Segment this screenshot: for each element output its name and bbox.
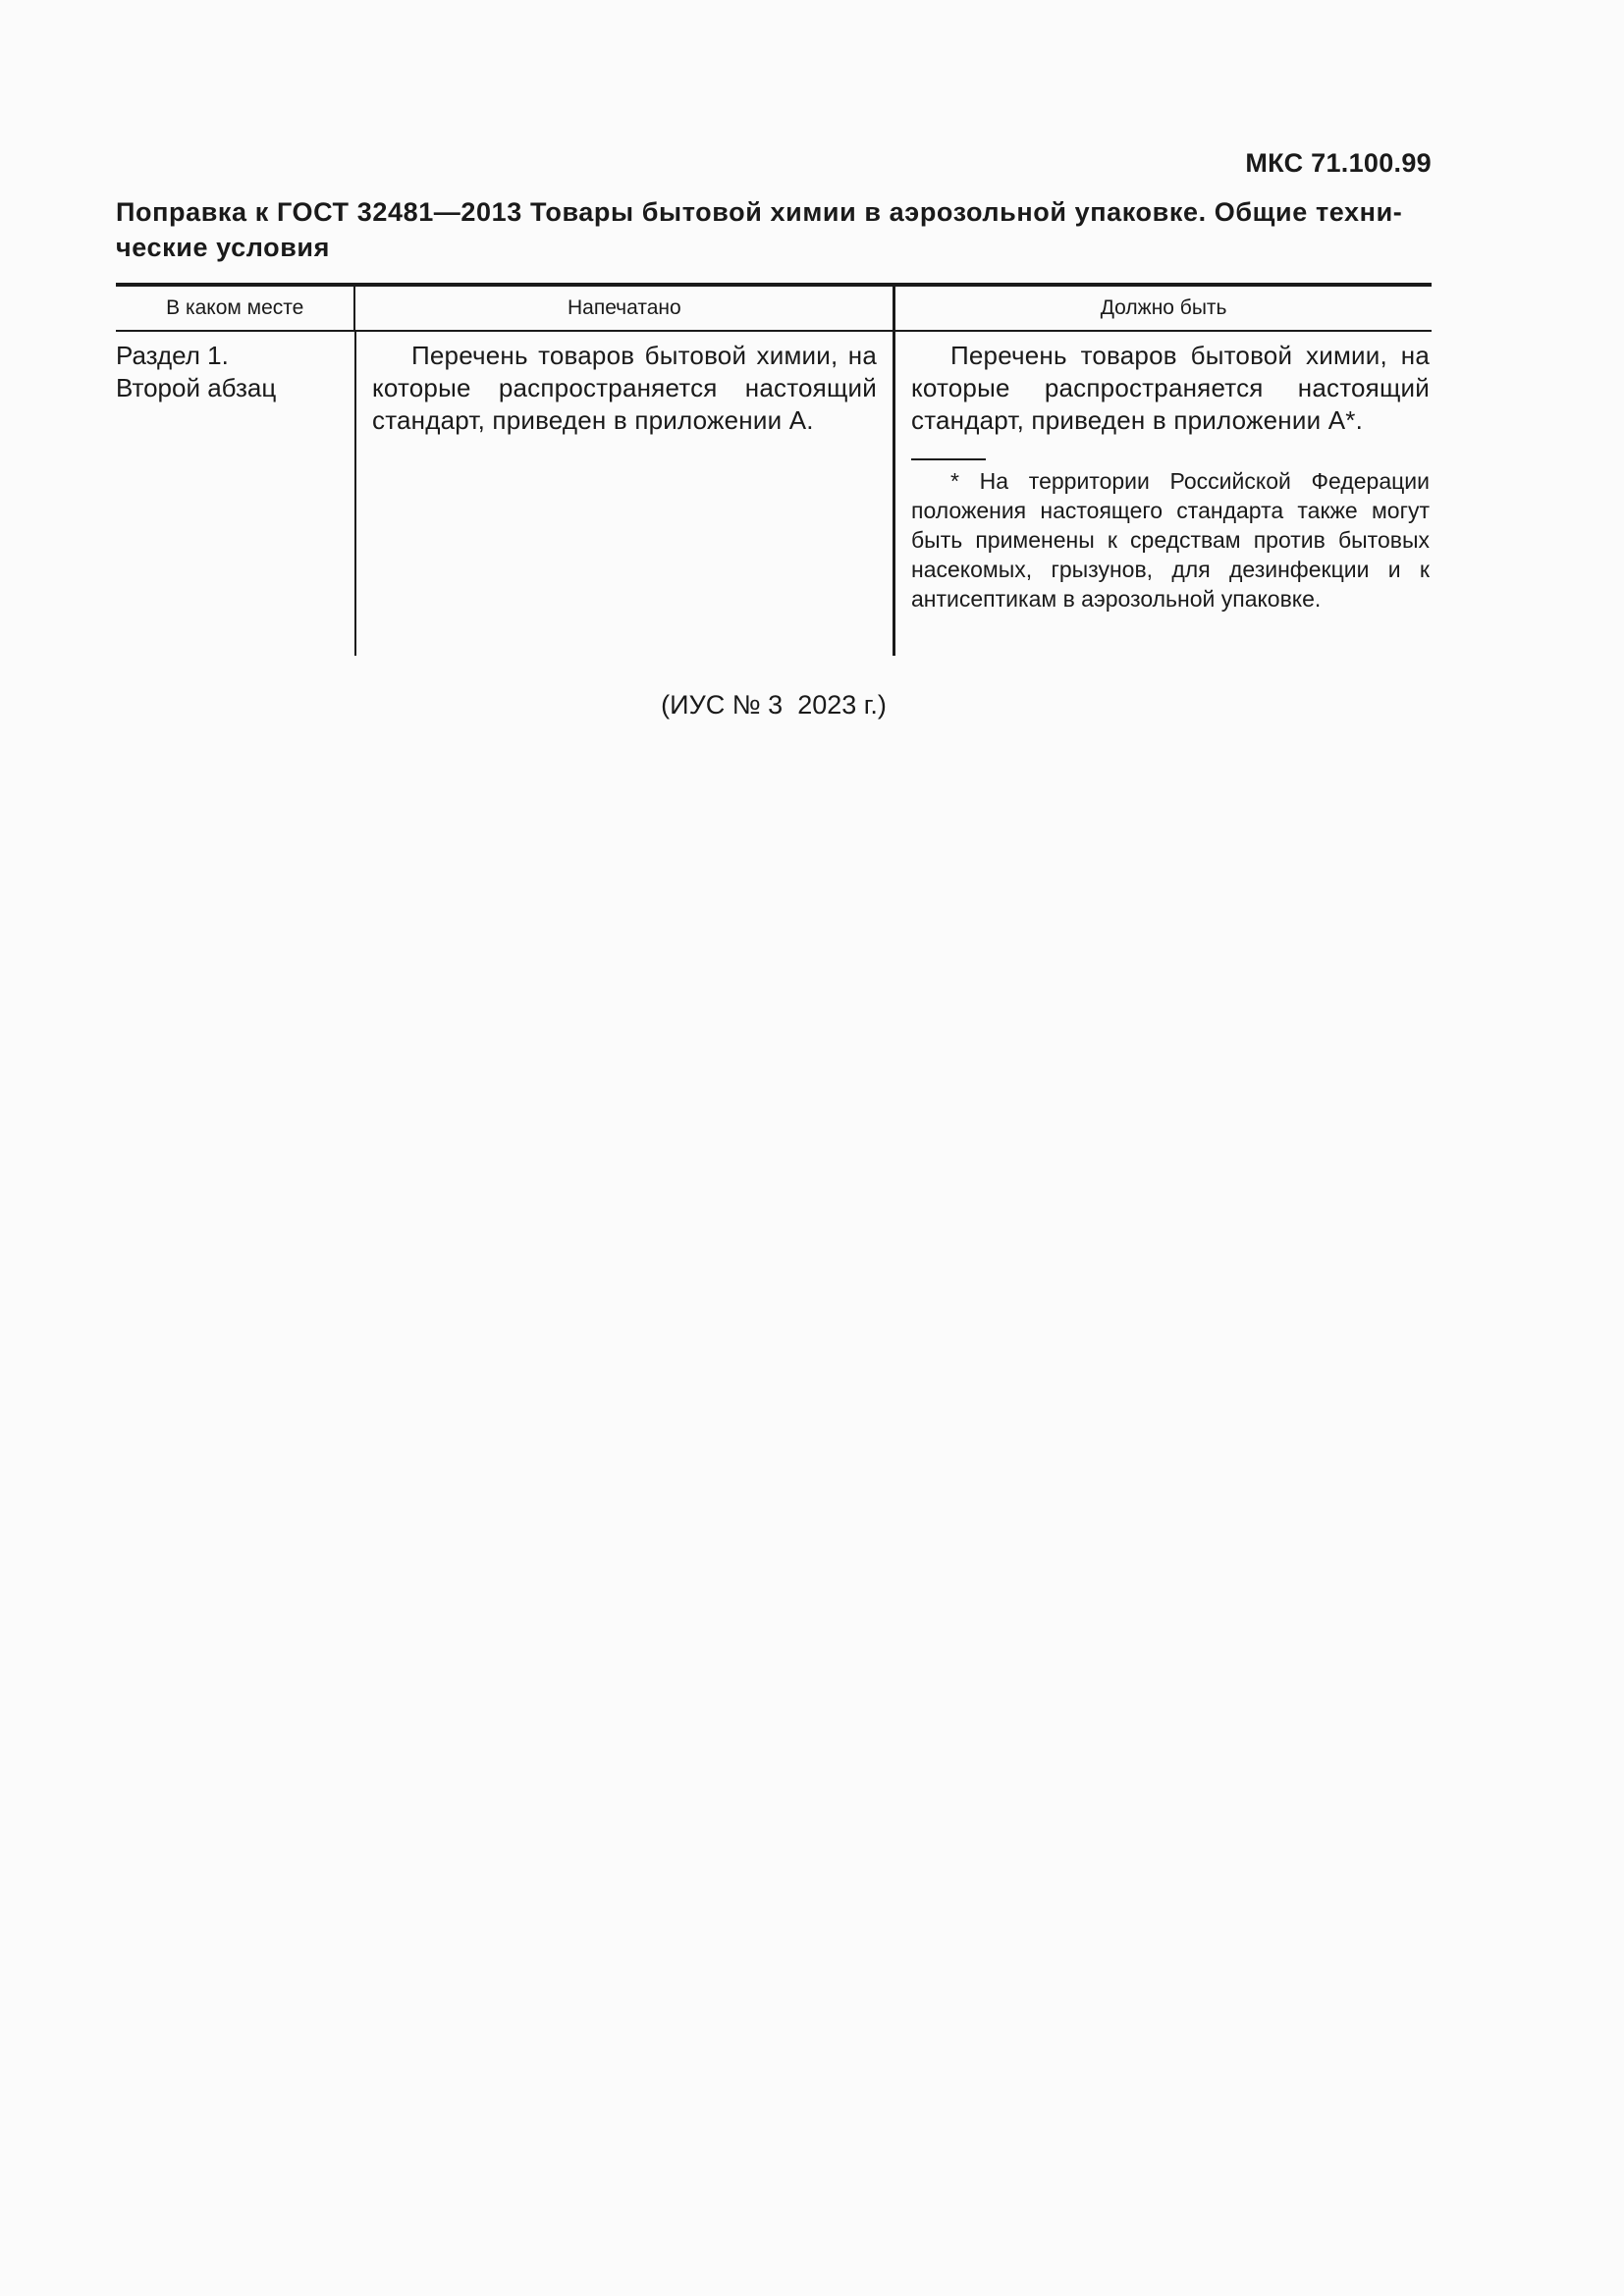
mks-code: МКС 71.100.99 xyxy=(1245,148,1432,178)
table-header xyxy=(116,287,1432,332)
cell-should-be xyxy=(893,332,1430,656)
cell-printed xyxy=(354,332,893,656)
title-line-2: ческие условия xyxy=(116,233,330,262)
should-be-text: Перечень товаров бытовой химии, на которые распространяется настоящий стандарт, приведен в приложении А*. xyxy=(911,341,1430,435)
place-section: Раздел 1. xyxy=(116,341,229,370)
amendment-page xyxy=(116,145,1432,722)
table-row xyxy=(116,332,1432,656)
document-title xyxy=(116,194,1432,265)
issue-text: (ИУС № 3 2023 г.) xyxy=(661,690,887,720)
printed-text: Перечень товаров бытовой химии, на которые распространяется настоящий стандарт, приведен в приложении А. xyxy=(372,341,877,435)
column-header-printed: Напечатано xyxy=(353,287,893,330)
issue-reference xyxy=(116,687,1432,722)
place-paragraph: Второй абзац xyxy=(116,373,277,402)
column-header-place: В каком месте xyxy=(166,296,304,319)
footnote-rule xyxy=(911,458,986,460)
title-line-1: Поправка к ГОСТ 32481—2013 Товары бытовой химии в аэрозольной упаковке. Общие техни- xyxy=(116,197,1403,227)
footnote-text: * На территории Российской Федерации положения настоящего стандарта также могут быть применены к средствам против бытовых насекомых, грызунов, для дезинфекции и к антисептикам в аэрозольной упаковке. xyxy=(911,468,1430,612)
column-header-should-be: Должно быть xyxy=(893,287,1432,330)
cell-place xyxy=(116,332,354,656)
amendment-table xyxy=(116,283,1432,656)
